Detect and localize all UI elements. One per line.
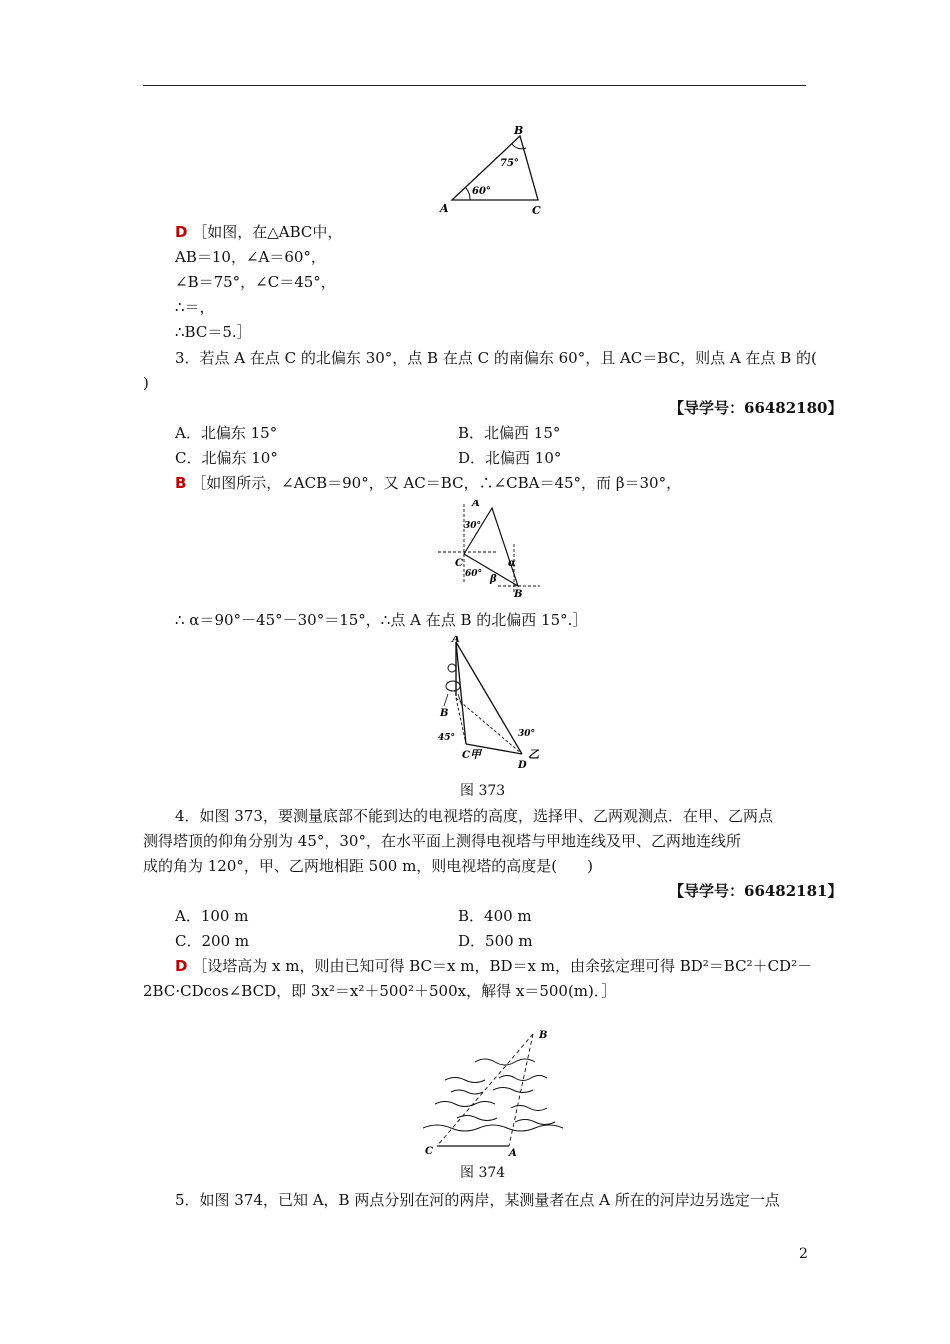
question-3-text-cont: ) bbox=[143, 374, 149, 392]
option-b[interactable]: B．400 m bbox=[458, 907, 532, 925]
guide-number: 【导学号：66482181】 bbox=[669, 882, 843, 900]
figure-373-caption: 图 373 bbox=[460, 783, 506, 799]
label-c: C bbox=[462, 750, 470, 761]
solution-2-line1: D ［如图，在△ABC中， bbox=[175, 223, 343, 241]
label-c: C bbox=[425, 1146, 433, 1157]
label-b: B bbox=[539, 1030, 548, 1041]
option-d[interactable]: D．500 m bbox=[458, 932, 533, 950]
solution-2-line5: ∴BC＝5.］ bbox=[175, 323, 252, 341]
label-yi: 乙 bbox=[528, 748, 539, 761]
label-a: A bbox=[440, 202, 449, 215]
label-c: C bbox=[532, 204, 541, 217]
solution-2-line4: ∴＝， bbox=[175, 298, 215, 316]
beta-label: β bbox=[490, 574, 497, 585]
figure-374-caption: 图 374 bbox=[460, 1165, 506, 1181]
question-5-text: 5．如图 374，已知 A，B 两点分别在河的两岸，某测量者在点 A 所在的河岸边另选定一点 bbox=[175, 1191, 780, 1209]
label-b: B bbox=[440, 708, 449, 719]
option-a[interactable]: A．北偏东 15° bbox=[175, 424, 278, 442]
alpha-label: α bbox=[508, 558, 516, 569]
option-d[interactable]: D．北偏西 10° bbox=[458, 449, 562, 467]
bearing-figure bbox=[438, 500, 548, 600]
answer-letter: B bbox=[175, 474, 187, 492]
answer-letter: D bbox=[175, 223, 188, 241]
option-a[interactable]: A．100 m bbox=[175, 907, 249, 925]
page-number: 2 bbox=[799, 1246, 808, 1262]
label-jia: 甲 bbox=[470, 748, 481, 761]
solution-3-line2: ∴ α＝90°－45°－30°＝15°，∴点 A 在点 B 的北偏西 15°.］ bbox=[175, 611, 588, 629]
question-4-text-cont1: 测得塔顶的仰角分别为 45°，30°，在水平面上测得电视塔与甲地连线及甲、乙两地连线所 bbox=[143, 832, 741, 850]
label-a: A bbox=[452, 636, 460, 645]
angle-45-label: 45° bbox=[438, 733, 456, 743]
label-c: C bbox=[455, 558, 463, 569]
label-d: D bbox=[518, 760, 527, 770]
angle-a-label: 60° bbox=[472, 186, 491, 197]
guide-number: 【导学号：66482180】 bbox=[669, 399, 843, 417]
option-b[interactable]: B．北偏西 15° bbox=[458, 424, 561, 442]
angle-30-label: 30° bbox=[518, 729, 536, 739]
solution-3-line1: B ［如图所示，∠ACB＝90°，又 AC＝BC，∴∠CBA＝45°，而 β＝30°， bbox=[175, 474, 682, 492]
river-figure-374 bbox=[415, 1028, 565, 1160]
option-c[interactable]: C．北偏东 10° bbox=[175, 449, 278, 467]
header-rule bbox=[143, 85, 806, 86]
label-a: A bbox=[509, 1148, 517, 1159]
solution-2-line2: AB＝10，∠A＝60°， bbox=[175, 248, 326, 266]
triangle-figure bbox=[430, 120, 560, 220]
solution-4-line2: 2BC·CDcos∠BCD，即 3x²＝x²＋500²＋500x，解得 x＝500(m)．］ bbox=[143, 982, 617, 1000]
angle-30-label: 30° bbox=[464, 521, 482, 531]
solution-2-line3: ∠B＝75°，∠C＝45°， bbox=[175, 273, 336, 291]
question-4-text: 4．如图 373，要测量底部不能到达的电视塔的高度，选择甲、乙两观测点．在甲、乙两点 bbox=[175, 807, 773, 825]
angle-b-label: 75° bbox=[500, 158, 519, 169]
tower-figure-373 bbox=[430, 636, 560, 770]
option-c[interactable]: C．200 m bbox=[175, 932, 250, 950]
label-a: A bbox=[472, 500, 480, 509]
question-3-text: 3．若点 A 在点 C 的北偏东 30°，点 B 在点 C 的南偏东 60°，且 AC＝BC，则点 A 在点 B 的( bbox=[175, 349, 817, 367]
label-b: B bbox=[514, 124, 524, 137]
angle-60-label: 60° bbox=[465, 569, 483, 579]
answer-letter: D bbox=[175, 957, 188, 975]
question-4-text-cont2: 成的角为 120°，甲、乙两地相距 500 m，则电视塔的高度是( ) bbox=[143, 857, 593, 875]
label-b: B bbox=[514, 589, 523, 600]
solution-4-line1: D ［设塔高为 x m，则由已知可得 BC＝x m，BD＝x m，由余弦定理可得 BD²＝BC²＋CD²－ bbox=[175, 957, 813, 975]
